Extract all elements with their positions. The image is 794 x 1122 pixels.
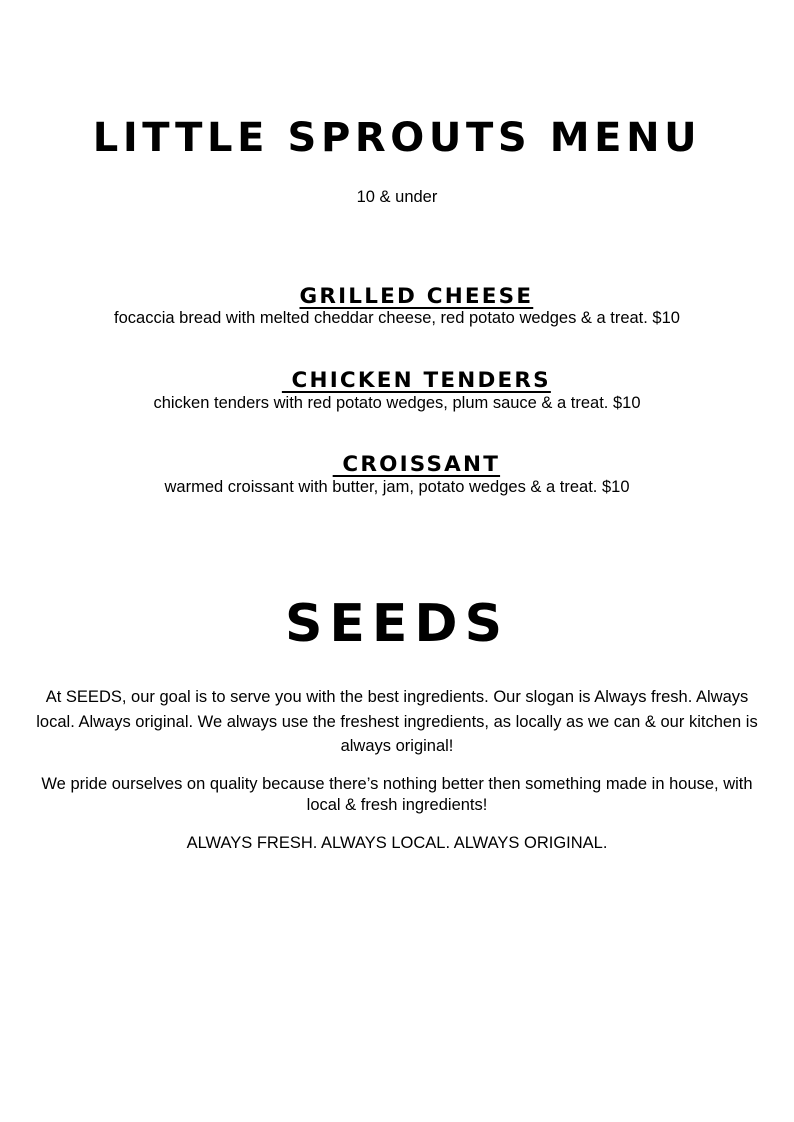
menu-item-description: chicken tenders with red potato wedges, plum sauce & a treat. $10 (153, 394, 641, 412)
menu-subtitle: 10 & under (356, 188, 438, 206)
menu-item-name: GRILLED CHEESE (299, 283, 534, 309)
menu-item-name: CHICKEN TENDERS (281, 367, 551, 393)
menu-item-name: CROISSANT (332, 451, 501, 477)
about-paragraph-goal: At SEEDS, our goal is to serve you with the best ingredients. Our slogan is Always fresh. Always local. Always original. We always use the freshest ingredients, as locally as we can & our kitchen is always original! (36, 688, 758, 755)
about-title: SEEDS (284, 594, 510, 654)
menu-item-description: warmed croissant with butter, jam, potato wedges & a treat. $10 (164, 478, 630, 496)
menu-item-description: focaccia bread with melted cheddar cheese, red potato wedges & a treat. $10 (114, 309, 680, 327)
menu-title: LITTLE SPROUTS MENU (92, 115, 702, 161)
about-paragraph-quality: We pride ourselves on quality because there’s nothing better then something made in house, with local & fresh ingredients! (41, 775, 753, 814)
about-slogan: ALWAYS FRESH. ALWAYS LOCAL. ALWAYS ORIGINAL. (186, 834, 608, 852)
